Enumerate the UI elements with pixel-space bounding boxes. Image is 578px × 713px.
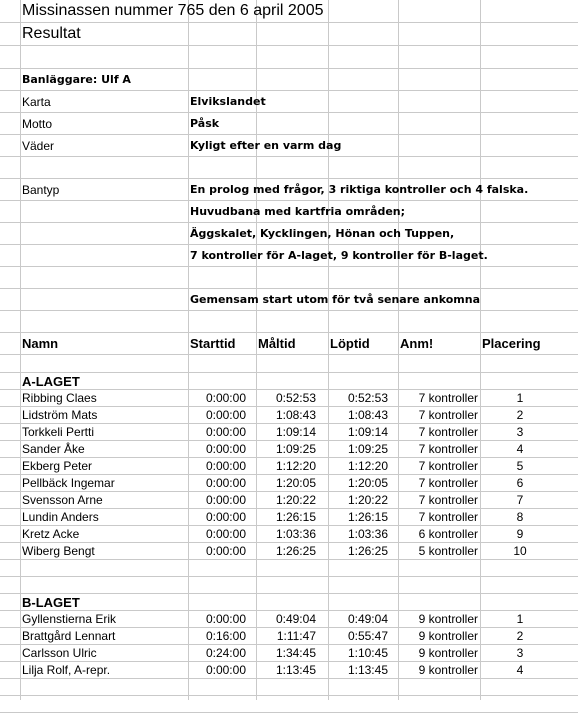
blank-row [0, 267, 578, 289]
remark: 7 kontroller [418, 391, 478, 405]
remark: 7 kontroller [418, 476, 478, 490]
result-row [0, 611, 578, 628]
remark: 9 kontroller [418, 646, 478, 660]
placement: 6 [516, 476, 524, 490]
finish-time: 1:09:14 [275, 425, 316, 439]
remark: 7 kontroller [418, 459, 478, 473]
start-time: 0:00:00 [205, 527, 246, 541]
karta-value: Elvikslandet [190, 95, 266, 108]
blank-row [0, 157, 578, 179]
finish-time: 1:08:43 [275, 408, 316, 422]
start-time: 0:00:00 [205, 663, 246, 677]
column-header: Anm! [400, 336, 434, 351]
result-row [0, 543, 578, 560]
finish-time: 1:20:05 [275, 476, 316, 490]
column-header: Starttid [190, 336, 236, 351]
runner-name: Gyllenstierna Erik [22, 612, 117, 626]
team-label: B-LAGET [22, 594, 80, 610]
placement: 7 [516, 493, 524, 507]
runner-name: Ekberg Peter [22, 459, 93, 473]
runner-name: Torkkeli Pertti [22, 425, 95, 439]
placement: 4 [516, 442, 524, 456]
remark: 7 kontroller [418, 510, 478, 524]
runner-name: Kretz Acke [22, 527, 80, 541]
bantyp-row [0, 179, 578, 201]
finish-time: 1:20:22 [275, 493, 316, 507]
runner-name: Lundin Anders [22, 510, 99, 524]
subtitle-row [0, 23, 578, 46]
remark: 9 kontroller [418, 612, 478, 626]
result-row [0, 458, 578, 475]
placement: 1 [516, 612, 524, 626]
start-time: 0:00:00 [205, 408, 246, 422]
finish-time: 1:13:45 [275, 663, 316, 677]
result-row [0, 475, 578, 492]
finish-time: 1:34:45 [275, 646, 316, 660]
bantyp-row [0, 201, 578, 223]
motto-label: Motto [22, 116, 53, 131]
result-row [0, 645, 578, 662]
finish-time: 1:26:15 [275, 510, 316, 524]
run-time: 0:55:47 [347, 629, 388, 643]
karta-label: Karta [22, 94, 51, 109]
info-row [0, 135, 578, 157]
remark: 9 kontroller [418, 663, 478, 677]
run-time: 1:13:45 [347, 663, 388, 677]
team-label: A-LAGET [22, 373, 80, 389]
remark: 9 kontroller [418, 629, 478, 643]
result-row [0, 441, 578, 458]
runner-name: Lilja Rolf, A-repr. [22, 663, 111, 677]
bantyp-line: 7 kontroller för A-laget, 9 kontroller för B-laget. [190, 249, 488, 262]
remark: 7 kontroller [418, 493, 478, 507]
start-time: 0:16:00 [205, 629, 246, 643]
info-row [0, 91, 578, 113]
finish-time: 0:49:04 [275, 612, 316, 626]
run-time: 0:49:04 [347, 612, 388, 626]
sheet-title: Missinassen nummer 765 den 6 april 2005 [22, 2, 324, 19]
run-time: 1:20:22 [347, 493, 388, 507]
placement: 5 [516, 459, 524, 473]
column-header: Löptid [330, 336, 370, 351]
finish-time: 1:11:47 [276, 629, 316, 643]
runner-name: Carlsson Ulric [22, 646, 97, 660]
bantyp-row [0, 245, 578, 267]
column-header-row [0, 333, 578, 355]
start-time: 0:00:00 [205, 391, 246, 405]
run-time: 1:12:20 [347, 459, 388, 473]
remark: 7 kontroller [418, 425, 478, 439]
finish-time: 1:09:25 [275, 442, 316, 456]
title-row [0, 0, 578, 23]
start-time: 0:00:00 [205, 442, 246, 456]
placement: 1 [516, 391, 524, 405]
run-time: 1:10:45 [347, 646, 388, 660]
start-note: Gemensam start utom för två senare ankomna [190, 293, 480, 306]
placement: 3 [516, 646, 524, 660]
start-time: 0:00:00 [205, 493, 246, 507]
result-row [0, 390, 578, 407]
placement: 2 [516, 629, 524, 643]
runner-name: Wiberg Bengt [22, 544, 95, 558]
remark: 5 kontroller [418, 544, 478, 558]
placement: 2 [516, 408, 524, 422]
column-header: Namn [22, 336, 59, 351]
runner-name: Sander Åke [22, 442, 85, 456]
start-time: 0:24:00 [205, 646, 246, 660]
result-row [0, 424, 578, 441]
placement: 8 [516, 510, 524, 524]
run-time: 1:08:43 [347, 408, 388, 422]
finish-time: 1:03:36 [275, 527, 316, 541]
blank-row [0, 46, 578, 69]
run-time: 1:03:36 [347, 527, 388, 541]
start-time: 0:00:00 [205, 459, 246, 473]
blank-row [0, 355, 578, 373]
result-row [0, 628, 578, 645]
vader-label: Väder [22, 138, 55, 153]
result-row [0, 407, 578, 424]
runner-name: Svensson Arne [22, 493, 103, 507]
start-time: 0:00:00 [205, 544, 246, 558]
info-row [0, 113, 578, 135]
blank-row [0, 311, 578, 333]
finish-time: 0:52:53 [275, 391, 316, 405]
result-row [0, 509, 578, 526]
result-row [0, 492, 578, 509]
runner-name: Pellbäck Ingemar [22, 476, 115, 490]
start-note-row [0, 289, 578, 311]
run-time: 1:26:15 [347, 510, 388, 524]
info-row [0, 69, 578, 91]
blank-row [0, 696, 578, 713]
remark: 7 kontroller [418, 408, 478, 422]
result-row [0, 662, 578, 679]
team-row [0, 594, 578, 611]
finish-time: 1:12:20 [275, 459, 316, 473]
bantyp-line: Huvudbana med kartfria områden; [190, 205, 406, 218]
start-time: 0:00:00 [205, 425, 246, 439]
run-time: 0:52:53 [347, 391, 388, 405]
bantyp-row [0, 223, 578, 245]
bantyp-line: En prolog med frågor, 3 riktiga kontroller och 4 falska. [190, 183, 529, 196]
banlaggare-label: Banläggare: Ulf A [22, 73, 131, 86]
runner-name: Ribbing Claes [22, 391, 97, 405]
blank-row [0, 560, 578, 577]
run-time: 1:09:25 [347, 442, 388, 456]
bantyp-line: Äggskalet, Kycklingen, Hönan och Tuppen, [190, 227, 455, 240]
column-header: Måltid [258, 336, 296, 351]
team-row [0, 373, 578, 390]
remark: 7 kontroller [418, 442, 478, 456]
runner-name: Lidström Mats [22, 408, 98, 422]
placement: 9 [516, 527, 524, 541]
run-time: 1:09:14 [347, 425, 388, 439]
column-header: Placering [482, 336, 541, 351]
sheet-subtitle: Resultat [22, 25, 81, 42]
vader-value: Kyligt efter en varm dag [190, 139, 342, 152]
placement: 10 [513, 544, 527, 558]
motto-value: Påsk [190, 117, 220, 130]
blank-row [0, 679, 578, 696]
runner-name: Brattgård Lennart [22, 629, 116, 643]
blank-row [0, 577, 578, 594]
placement: 4 [516, 663, 524, 677]
finish-time: 1:26:25 [275, 544, 316, 558]
run-time: 1:26:25 [347, 544, 388, 558]
start-time: 0:00:00 [205, 612, 246, 626]
run-time: 1:20:05 [347, 476, 388, 490]
remark: 6 kontroller [418, 527, 478, 541]
bantyp-label: Bantyp [22, 182, 60, 197]
placement: 3 [516, 425, 524, 439]
start-time: 0:00:00 [205, 476, 246, 490]
start-time: 0:00:00 [205, 510, 246, 524]
result-row [0, 526, 578, 543]
